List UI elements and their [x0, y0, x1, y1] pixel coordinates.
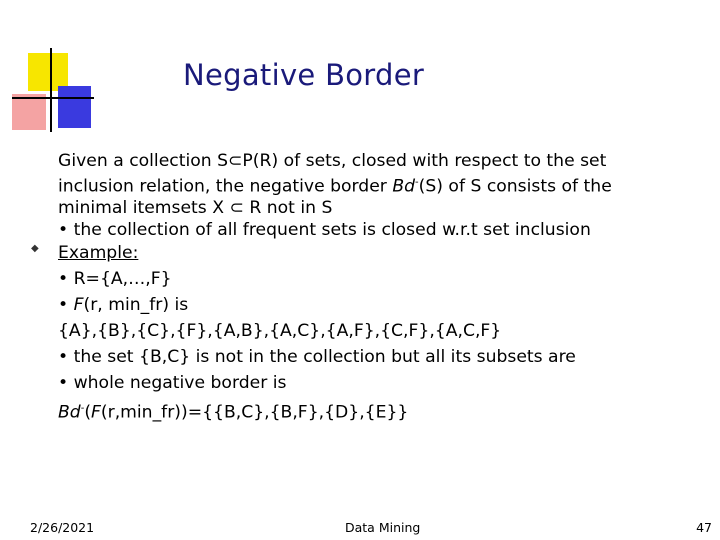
slide-title: Negative Border — [183, 58, 425, 92]
intro-line-3: minimal itemsets X ⊂ R not in S — [58, 197, 333, 218]
bd-superscript: - — [415, 177, 419, 188]
decor-horizontal-line — [12, 97, 94, 99]
decor-blue-square — [58, 86, 91, 128]
f-symbol: F — [73, 294, 84, 315]
line-r: • R={A,…,F} — [58, 268, 172, 289]
example-label: Example: — [58, 242, 139, 263]
line-sets: {A},{B},{C},{F},{A,B},{A,C},{A,F},{C,F},{A,C,F} — [58, 320, 502, 341]
line-bc: • the set {B,C} is not in the collection but all its subsets are — [58, 346, 576, 367]
bullet-diamond-icon: ◆ — [31, 243, 39, 254]
footer-title: Data Mining — [345, 520, 421, 535]
line-f: • F(r, min_fr) is — [58, 294, 189, 315]
line-closed: • the collection of all frequent sets is closed w.r.t set inclusion — [58, 219, 591, 240]
intro-line-1: Given a collection S⊂P(R) of sets, closed with respect to the set — [58, 151, 607, 171]
decor-vertical-line — [50, 48, 52, 132]
footer-date: 2/26/2021 — [30, 520, 95, 535]
line-whole: • whole negative border is — [58, 372, 287, 393]
intro-line-2: inclusion relation, the negative border Bd-(S) of S consists of the — [58, 176, 612, 197]
intro-paragraph — [58, 151, 678, 219]
line-bd-result: Bd-(F(r,min_fr))={{B,C},{B,F},{D},{E}} — [58, 402, 409, 423]
bd-symbol: Bd — [392, 176, 416, 197]
footer-page-number: 47 — [696, 520, 712, 535]
slide-body — [58, 151, 678, 425]
decor-red-square — [12, 94, 46, 130]
